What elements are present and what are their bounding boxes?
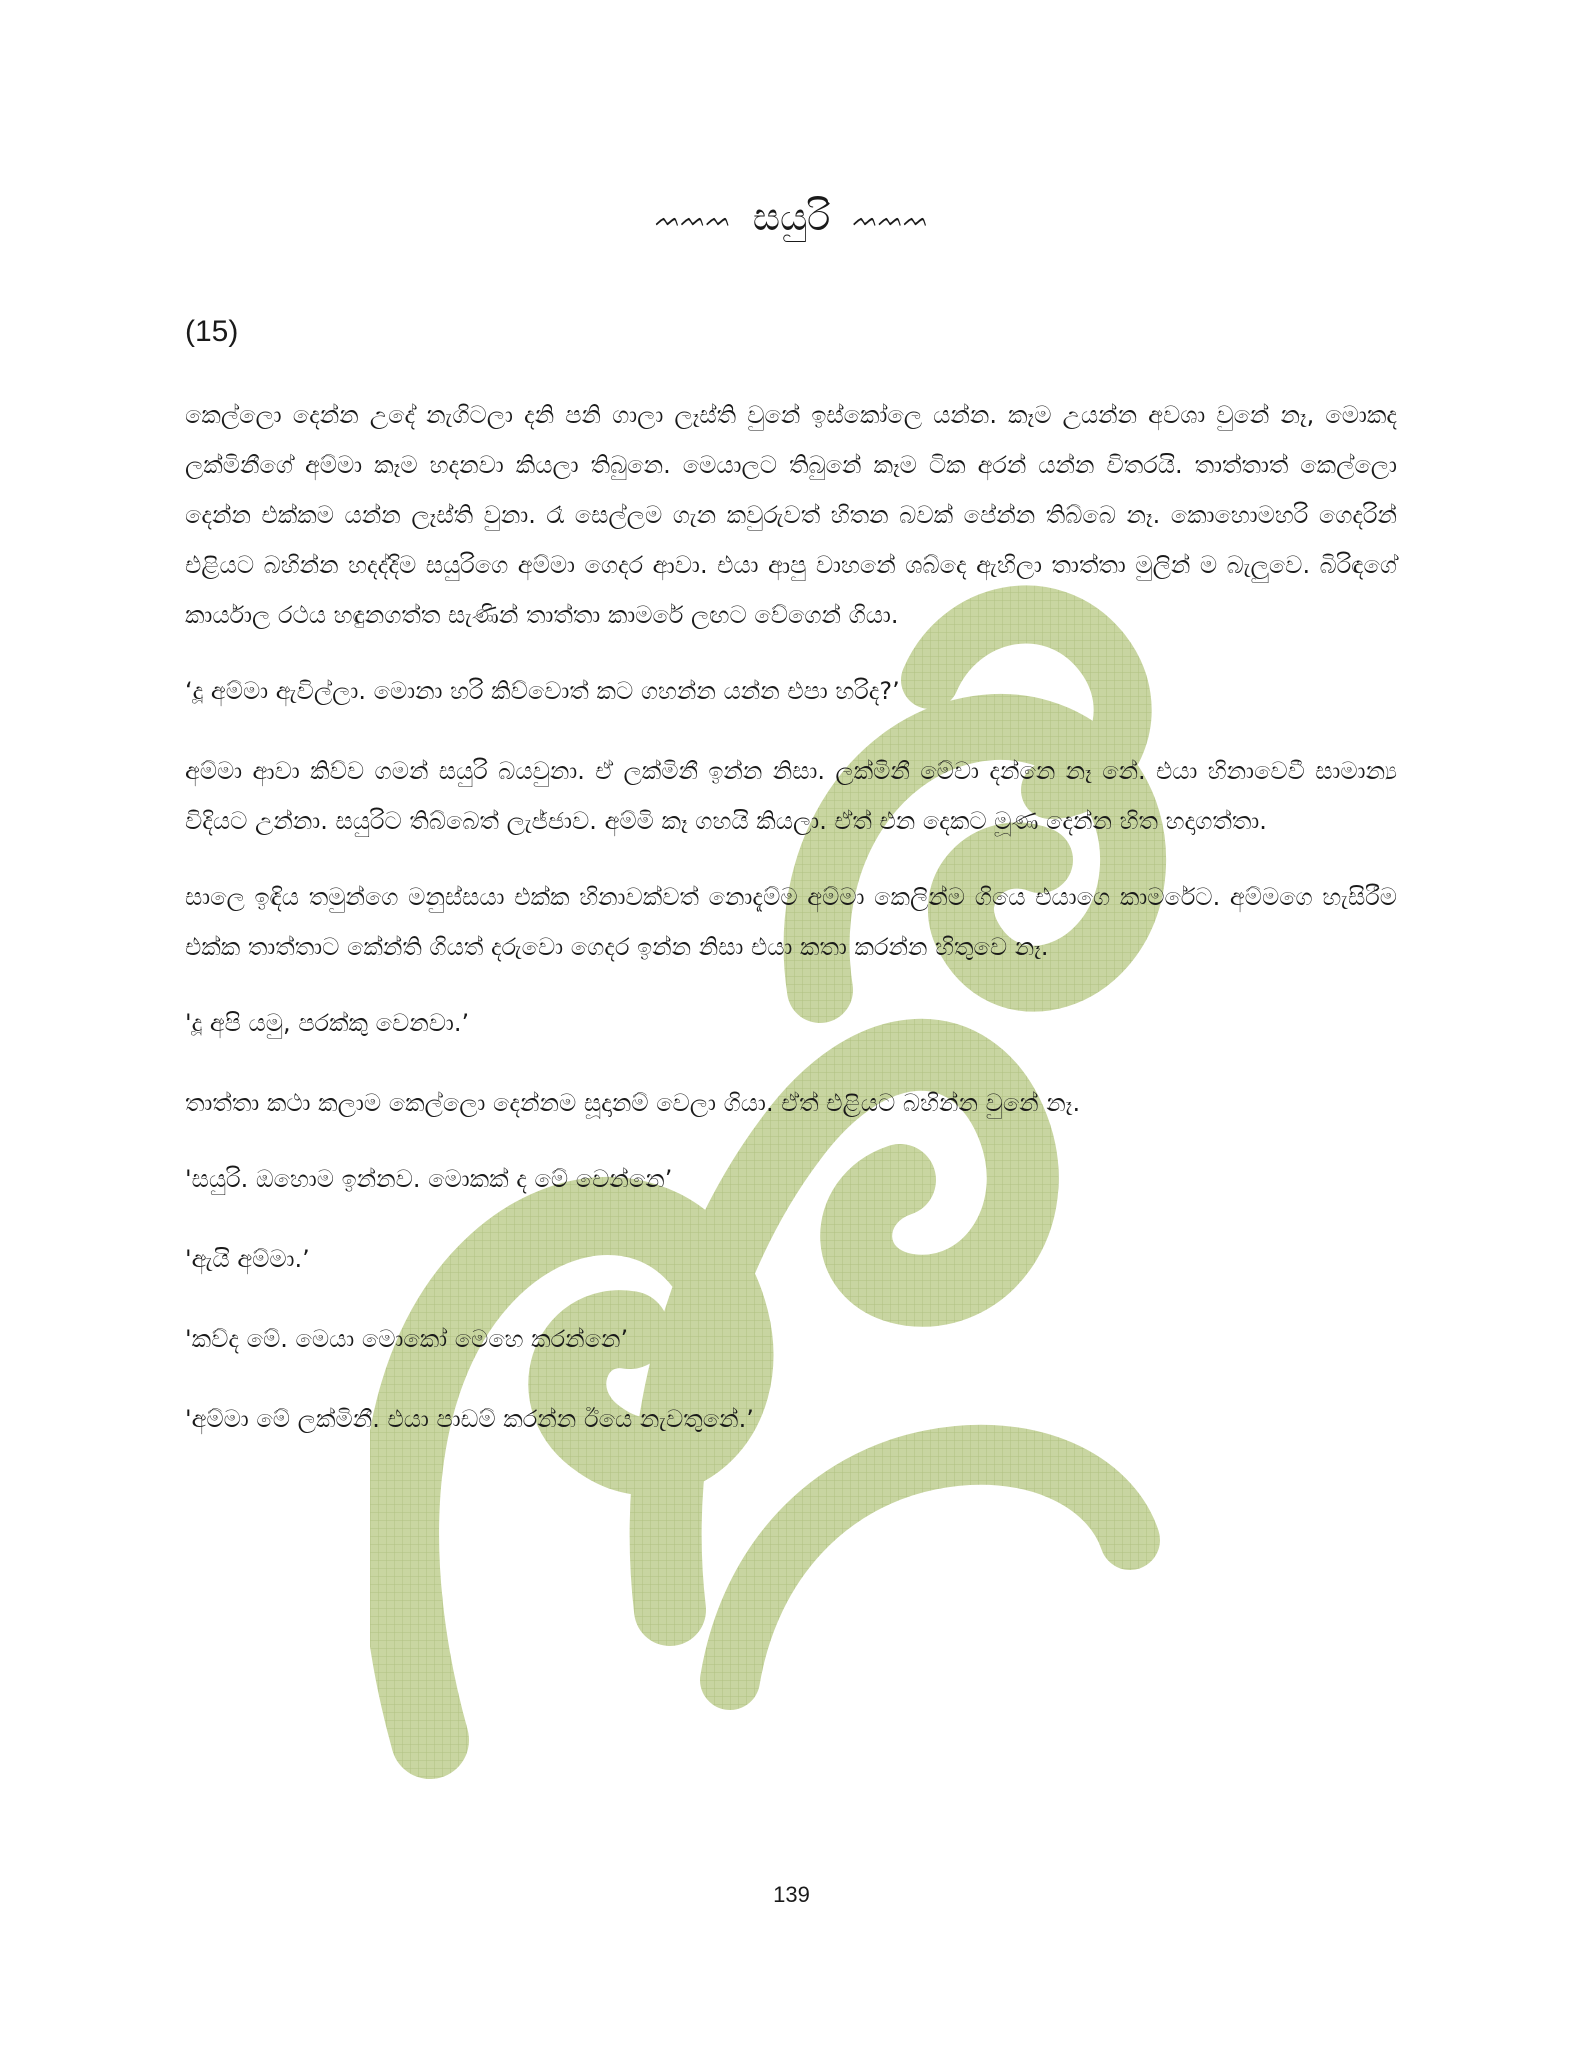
paragraph: කෙල්ලො දෙන්න උදේ නැගිටලා දනි පනි ගාලා ලෑස්ති වුනේ ඉස්කෝලෙ යන්න. කෑම උයන්න අවශා වුනේ නෑ, මොකද ලක්මිනීගේ අම්මා කෑම හදනවා කියලා තිබුනෙ. මෙයාලට තිබුනේ කෑම ටික අරන් යන්න විතරයි. තාත්තාත් කෙල්ලො දෙන්න එක්කම යන්න ලෑස්ති වුනා. රෑ සෙල්ලම ගැන කවුරුවත් හිතන බවක් පේන්න තිබ්බෙ නෑ. කොහොමහරි ගෙදරින් එළියට බහින්න හදද්දිම සයුරිගෙ අම්මා ගෙදර ආවා. එයා ආපු වාහනේ ශබ්දෙ ඇහිලා තාත්තා මුලින් ම බැලුවෙ. බිරිඳගේ කාර්යාල රථය හඳුනගත්ත සැණින් තාත්තා කාමරේ ලඟට වේගෙන් ගියා. (185, 401, 1397, 629)
paragraph: සාලෙ ඉඳිය තමුන්ගෙ මනුස්සයා එක්ක හිනාවක්වත් නොදැම්ම අම්මා කෙලින්ම ගියෙ එයාගෙ කාමරේට. අම්මගෙ හැසිරීම එක්ක තාත්තාට කේන්ති ගියත් දරුවො ගෙදර ඉන්න නිසා එයා කතා කරන්න හිතුවෙ නෑ. (185, 883, 1397, 961)
page-number: 139 (773, 1882, 810, 1907)
paragraph: ‘දූ අම්මා ඇවිල්ලා. මොනා හරි කිව්වොත් කට ගහන්න යන්න එපා හරිද?’ (185, 677, 900, 705)
paragraph: 'අම්මා මේ ලක්මිනී. එයා පාඩම් කරන්න ඊයෙ නැවතුනේ.’ (185, 1405, 754, 1433)
chapter-number: (15) (185, 315, 239, 348)
title-flourish-right: ᨓᨓᨓ (852, 206, 929, 232)
paragraph: 'සයුරි. ඔහොම ඉන්නව. මොකක් ද මේ වෙන්නෙ’ (185, 1165, 673, 1193)
page-title (0, 190, 1583, 247)
title-flourish-left: ᨓᨓᨓ (654, 206, 731, 232)
paragraph: 'දූ අපි යමු, පරක්කු වෙනවා.’ (185, 1009, 470, 1037)
paragraph: අම්මා ආවා කිව්ව ගමන් සයුරි බයවුනා. ඒ ලක්මිනී ඉන්න නිසා. ලක්මිනී මේවා දන්නෙ නෑ නේ. එයා හිනාවෙවී සාමාන්‍ය විදියට උන්නා. සයුරිට තිබ්බෙත් ලැජ්ජාව. අම්මි කෑ ගහයි කියලා. ඒත් එන දෙකට මූණ දෙන්න හිත හදාගත්තා. (185, 757, 1397, 835)
paragraph: 'කව්ද මේ. මෙයා මොකෝ මෙහෙ කරන්නෙ’ (185, 1325, 629, 1353)
paragraph: තාත්තා කථා කලාම කෙල්ලො දෙන්නම සූදානම් වෙලා ගියා. ඒත් එළියට බහින්න වුනේ නෑ. (185, 1089, 1081, 1117)
paragraph: 'ඇයි අම්මා.’ (185, 1245, 310, 1273)
body-text (185, 390, 1397, 1474)
title-text: සයුරි (752, 195, 831, 239)
